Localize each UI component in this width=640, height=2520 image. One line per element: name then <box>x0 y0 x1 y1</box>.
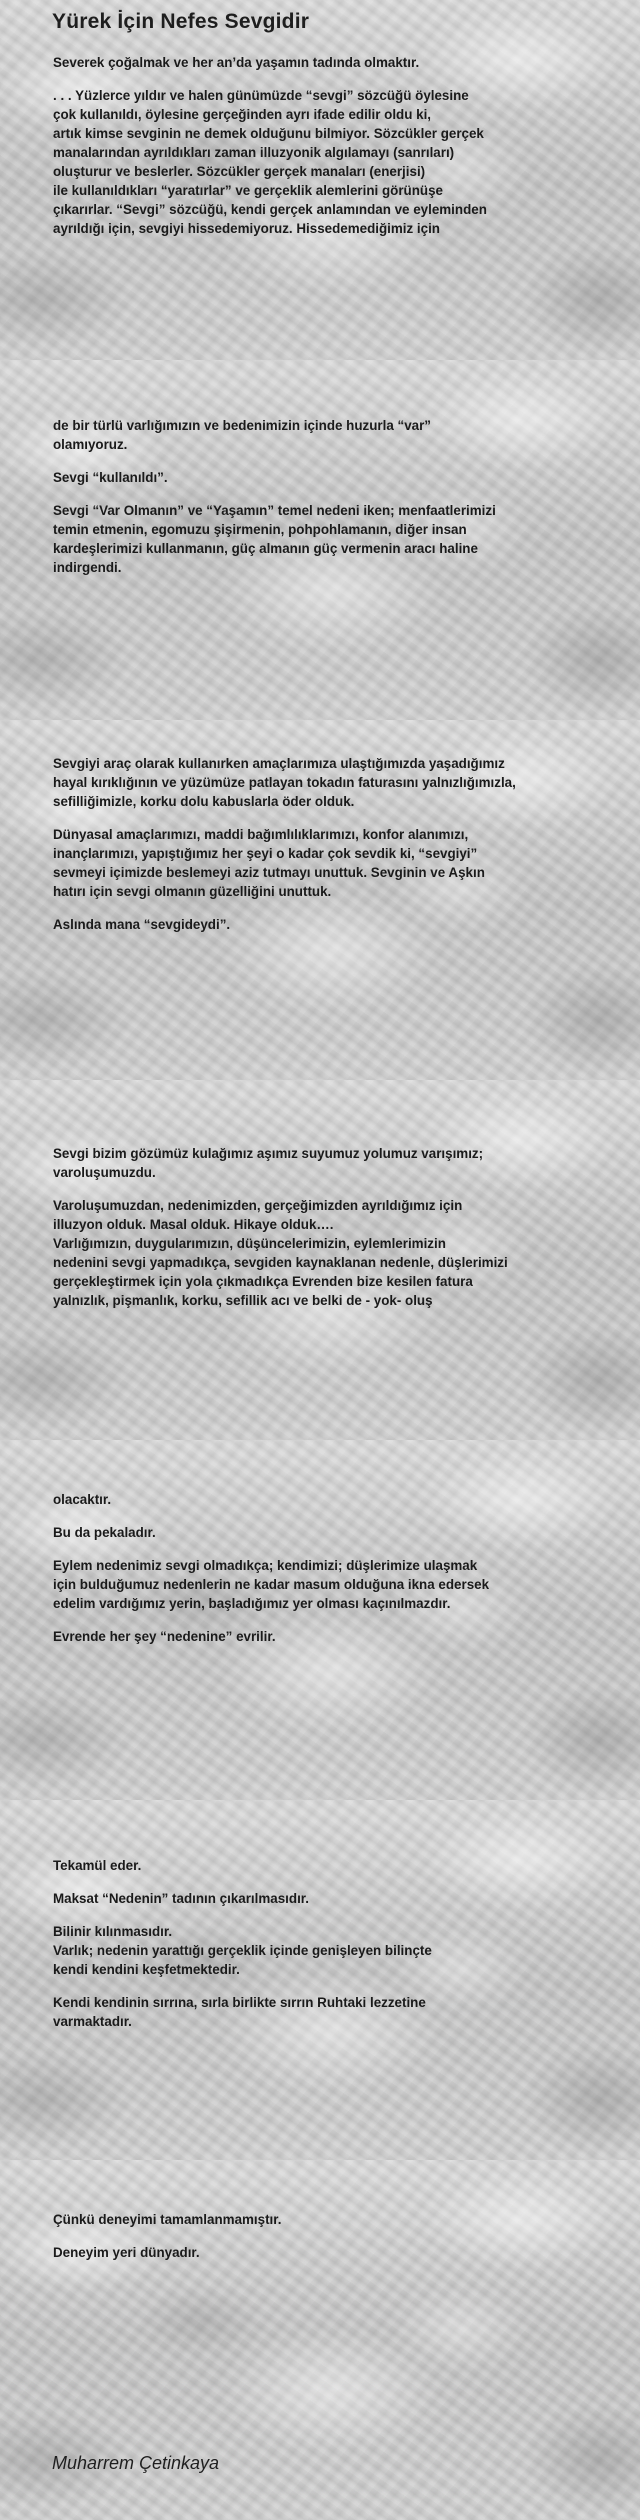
poem-text <box>53 53 613 238</box>
stanza-gap <box>53 901 613 915</box>
poem-line: Bu da pekaladır. <box>53 1525 156 1540</box>
poem-line: Varoluşumuzdan, nedenimizden, gerçeğimizden ayrıldığımız için <box>53 1198 463 1213</box>
poem-panel-1 <box>0 0 640 360</box>
poem-line: Sevgiyi araç olarak kullanırken amaçlarımıza ulaştığımızda yaşadığımız <box>53 756 505 771</box>
stanza-gap <box>53 1542 613 1556</box>
poem-line: hayal kırıklığının ve yüzümüze patlayan tokadın faturasını yalnızlığımızla, <box>53 775 516 790</box>
poem-line: Sevgi bizim gözümüz kulağımız aşımız suyumuz yolumuz varışımız; <box>53 1146 484 1161</box>
poem-panel-6 <box>0 1800 640 2160</box>
poem-line: Aslında mana “sevgideydi”. <box>53 917 231 932</box>
poem-line: için bulduğumuz nedenlerin ne kadar masum olduğuna ikna edersek <box>53 1577 490 1592</box>
poem-line: sevmeyi içimizde beslemeyi aziz tutmayı unuttuk. Sevginin ve Aşkın <box>53 865 485 880</box>
poem-line: indirgendi. <box>53 560 122 575</box>
poem-line: kardeşlerimizi kullanmanın, güç almanın güç vermenin aracı haline <box>53 541 478 556</box>
poem-line: inançlarımızı, yapıştığımız her şeyi o kadar çok sevdik ki, “sevgiyi” <box>53 846 478 861</box>
poem-line: varoluşumuzdu. <box>53 1165 156 1180</box>
poem-line: varmaktadır. <box>53 2014 132 2029</box>
poem-line: Dünyasal amaçlarımızı, maddi bağımlılıklarımızı, konfor alanımızı, <box>53 827 469 842</box>
poem-line: gerçekleştirmek için yola çıkmadıkça Evrenden bize kesilen fatura <box>53 1274 473 1289</box>
poem-line: Maksat “Nedenin” tadının çıkarılmasıdır. <box>53 1891 309 1906</box>
poem-line: çok kullanıldı, öylesine gerçeğinden ayrı ifade edilir oldu ki, <box>53 107 432 122</box>
poem-line: Evrende her şey “nedenine” evrilir. <box>53 1629 276 1644</box>
stanza-gap <box>53 487 613 501</box>
poem-panel-4 <box>0 1080 640 1440</box>
author-signature: Muharrem Çetinkaya <box>52 2453 220 2473</box>
poem-line: kendi kendini keşfetmektedir. <box>53 1962 240 1977</box>
poem-text <box>53 416 613 577</box>
poem-line: . . . Yüzlerce yıldır ve halen günümüzde “sevgi” sözcüğü öylesine <box>53 88 469 103</box>
poem-text <box>53 754 613 934</box>
poem-panel-2 <box>0 360 640 720</box>
poem-panel-5 <box>0 1440 640 1800</box>
stanza-gap <box>53 1182 613 1196</box>
poem-text <box>53 1490 613 1646</box>
poem-line: Sevgi “kullanıldı”. <box>53 470 168 485</box>
poem-line: artık kimse sevginin ne demek olduğunu bilmiyor. Sözcükler gerçek <box>53 126 484 141</box>
poem-line: olacaktır. <box>53 1492 112 1507</box>
poem-line: ayrıldığı için, sevgiyi hissedemiyoruz. Hissedemediğimiz için <box>53 221 440 236</box>
poem-line: olamıyoruz. <box>53 437 128 452</box>
poem-line: manalarından ayrıldıkları zaman illuzyonik algılamayı (sanrıları) <box>53 145 455 160</box>
poem-line: Eylem nedenimiz sevgi olmadıkça; kendimizi; düşlerimize ulaşmak <box>53 1558 478 1573</box>
stanza-gap <box>53 1613 613 1627</box>
poem-line: Bilinir kılınmasıdır. <box>53 1924 173 1939</box>
stanza-gap <box>53 1979 613 1993</box>
poem-line: Deneyim yeri dünyadır. <box>53 2245 200 2260</box>
stanza-gap <box>53 811 613 825</box>
poem-line: Kendi kendinin sırrına, sırla birlikte sırrın Ruhtaki lezzetine <box>53 1995 426 2010</box>
poem-line: Çünkü deneyimi tamamlanmamıştır. <box>53 2212 282 2227</box>
stanza-gap <box>53 1875 613 1889</box>
poem-line: hatırı için sevgi olmanın güzelliğini unuttuk. <box>53 884 332 899</box>
poem-title: Yürek İçin Nefes Sevgidir <box>52 10 310 33</box>
stanza-gap <box>53 2229 613 2243</box>
poem-line: Severek çoğalmak ve her an’da yaşamın tadında olmaktır. <box>53 55 420 70</box>
poem-text <box>53 1144 613 1310</box>
poem-line: edelim vardığımız yerin, başladığımız yer olması kaçınılmazdır. <box>53 1596 451 1611</box>
poem-panel-7 <box>0 2160 640 2520</box>
poem-text <box>53 2210 613 2262</box>
poem-line: oluşturur ve beslerler. Sözcükler gerçek manaları (enerjisi) <box>53 164 426 179</box>
poem-line: Varlık; nedenin yarattığı gerçeklik içinde genişleyen bilinçte <box>53 1943 432 1958</box>
stanza-gap <box>53 1509 613 1523</box>
poem-panel-3 <box>0 720 640 1080</box>
stanza-gap <box>53 1908 613 1922</box>
poem-line: sefilliğimizle, korku dolu kabuslarla öder olduk. <box>53 794 355 809</box>
poem-line: yalnızlık, pişmanlık, korku, sefillik acı ve belki de - yok- oluş <box>53 1293 433 1308</box>
poem-line: Sevgi “Var Olmanın” ve “Yaşamın” temel nedeni iken; menfaatlerimizi <box>53 503 496 518</box>
stanza-gap <box>53 454 613 468</box>
poem-line: çıkarırlar. “Sevgi” sözcüğü, kendi gerçek anlamından ve eyleminden <box>53 202 487 217</box>
poem-line: Tekamül eder. <box>53 1858 142 1873</box>
poem-line: de bir türlü varlığımızın ve bedenimizin içinde huzurla “var” <box>53 418 431 433</box>
poem-line: ile kullanıldıkları “yaratırlar” ve gerçeklik alemlerini görünüşe <box>53 183 443 198</box>
poem-line: temin etmenin, egomuzu şişirmenin, pohpohlamanın, diğer insan <box>53 522 467 537</box>
poem-text <box>53 1856 613 2031</box>
poem-line: nedenini sevgi yapmadıkça, sevgiden kaynaklanan nedenle, düşlerimizi <box>53 1255 508 1270</box>
stanza-gap <box>53 72 613 86</box>
poem-line: illuzyon olduk. Masal olduk. Hikaye olduk…. <box>53 1217 334 1232</box>
poem-line: Varlığımızın, duygularımızın, düşüncelerimizin, eylemlerimizin <box>53 1236 446 1251</box>
